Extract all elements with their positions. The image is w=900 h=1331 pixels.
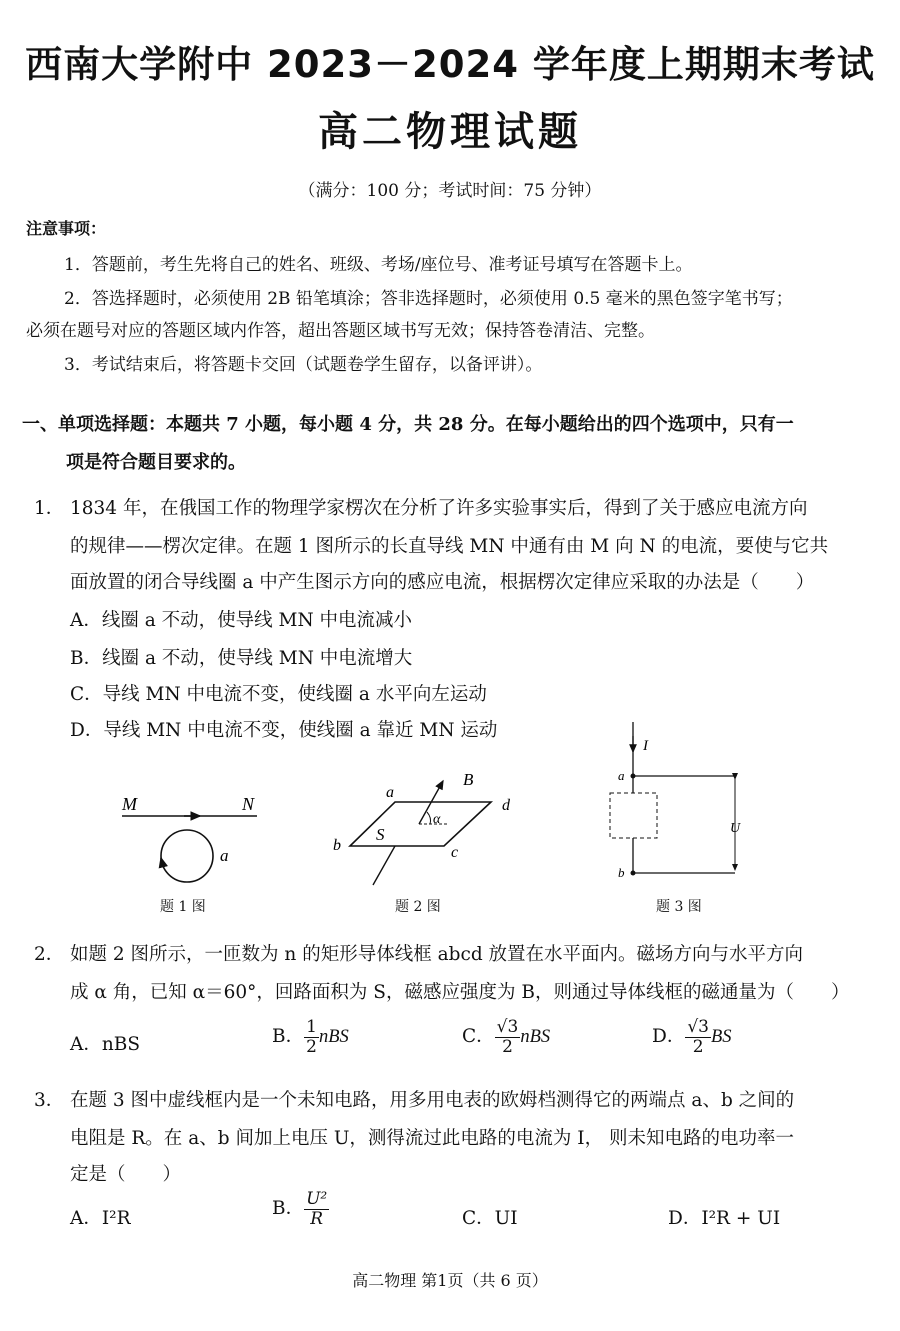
label-frame-d: d [502,797,510,814]
q2-line2: 成 α 角，已知 α＝60°，回路面积为 S，磁感应强度为 B，则通过导体线框的磁通量为（ ） [70,982,850,1003]
label-frame-c: c [451,844,459,861]
q2-line1: 如题 2 图所示，一匝数为 n 的矩形导体线框 abcd 放置在水平面内。磁场方向与水平方向 [70,944,804,965]
q1-line2: 的规律——楞次定律。在题 1 图所示的长直导线 MN 中通有由 M 向 N 的电流，要使与它共 [70,536,829,557]
label-frame-a: a [386,784,394,801]
q2-option-d: D． $\frac{√3}{2}$ BS [652,1017,732,1057]
q1-option-d: D．导线 MN 中电流不变，使线圈 a 靠近 MN 运动 [70,720,498,741]
coil-a [161,830,213,882]
q3-option-d: D．I²R + UI [668,1208,781,1229]
q1-option-c: C．导线 MN 中电流不变，使线圈 a 水平向左运动 [70,684,487,705]
figure-1-caption: 题 1 图 [160,899,206,915]
label-area-s: S [376,825,385,844]
note-item-1: 1．答题前，考生先将自己的姓名、班级、考场/座位号、准考证号填写在答题卡上。 [64,255,693,275]
angle-arc [427,812,431,824]
q3-line3: 定是（ ） [70,1164,182,1185]
q2-option-a: A．nBS [70,1034,141,1055]
q1-option-a: A．线圈 a 不动，使导线 MN 中电流减小 [70,610,413,631]
note-item-3: 3．考试结束后，将答题卡交回（试题卷学生留存，以备评讲）。 [64,355,543,375]
section-heading-line1: 一、单项选择题：本题共 7 小题，每小题 4 分，共 28 分。在每小题给出的四个选项中，只有一 [22,414,794,435]
subject-title: 高二物理试题 [318,109,582,155]
figures-area [0,720,900,920]
label-coil-a: a [220,846,229,865]
figure-3 [610,722,741,880]
note-item-2-cont: 必须在题号对应的答题区域内作答，超出答题区域书写无效；保持答卷清洁、完整。 [26,321,655,341]
q3-option-b: B． $\frac{\text{U²}}{R}$ [272,1189,328,1229]
note-item-2: 2．答选择题时，必须使用 2B 铅笔填涂；答非选择题时，必须使用 0.5 毫米的黑色签字笔书写； [64,289,793,309]
label-voltage-u: U [730,821,741,836]
field-line-lower [373,846,395,885]
section-heading-line2: 项是符合题目要求的。 [66,452,246,473]
exam-title: 西南大学附中 2023－2024 学年度上期期末考试 [25,43,875,86]
q3-number: 3． [34,1090,65,1111]
q1-option-b: B．线圈 a 不动，使导线 MN 中电流增大 [70,648,413,669]
page-footer: 高二物理 第1页（共 6 页） [352,1271,548,1290]
q3-option-a: A．I²R [70,1208,131,1229]
notes-heading: 注意事项： [26,219,107,238]
label-field-b: B [463,770,474,789]
q2-option-c: C． $\frac{√3}{2}$ nBS [462,1017,551,1057]
q2-option-b: B． $\frac{1}{2}$ nBS [272,1017,349,1057]
q2-number: 2． [34,944,65,965]
label-n: N [242,794,255,814]
figure-3-caption: 题 3 图 [656,899,702,915]
label-node-a: a [618,768,625,783]
label-current-i: I [643,738,648,754]
unknown-circuit-box [610,793,657,838]
figure-2-caption: 题 2 图 [395,899,441,915]
q1-number: 1． [34,498,65,519]
q1-line3: 面放置的闭合导线圈 a 中产生图示方向的感应电流，根据楞次定律应采取的办法是（ ） [70,572,815,593]
q3-line2: 电阻是 R。在 a、b 间加上电压 U，测得流过此电路的电流为 I， 则未知电路的电功率一 [70,1128,794,1149]
figure-1 [121,794,257,882]
label-frame-b: b [333,837,341,854]
q3-line1: 在题 3 图中虚线框内是一个未知电路，用多用电表的欧姆档测得它的两端点 a、b 之间的 [70,1090,795,1111]
label-node-b: b [618,865,625,880]
label-m: M [122,794,137,814]
figure-2 [333,770,511,885]
exam-info: （满分：100 分；考试时间：75 分钟） [298,181,602,201]
q1-line1: 1834 年，在俄国工作的物理学家楞次在分析了许多实验事实后，得到了关于感应电流方向 [70,498,808,519]
q3-option-c: C．UI [462,1208,518,1229]
label-alpha: α [433,812,441,827]
induced-current-arrow-icon [161,858,163,866]
